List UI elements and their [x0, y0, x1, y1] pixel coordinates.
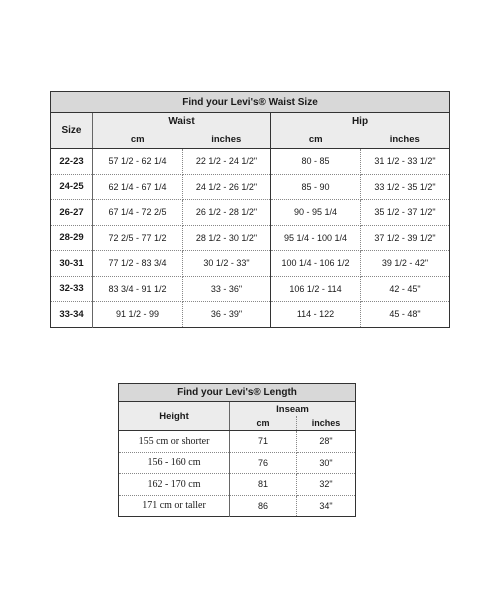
inseam-cm-cell: 86 [230, 495, 297, 517]
waist-inches-cell: 28 1/2 - 30 1/2" [183, 225, 271, 251]
waist-table-title: Find your Levi's® Waist Size [51, 92, 450, 113]
hip-inches-header: inches [361, 130, 450, 149]
hip-cm-cell: 106 1/2 - 114 [271, 276, 361, 302]
inseam-cm-header: cm [230, 416, 297, 431]
length-table-title: Find your Levi's® Length [119, 384, 356, 402]
inseam-inches-header: inches [297, 416, 356, 431]
waist-inches-cell: 30 1/2 - 33" [183, 251, 271, 277]
waist-table-row [51, 251, 450, 277]
inseam-cm-cell: 76 [230, 452, 297, 474]
hip-inches-cell: 33 1/2 - 35 1/2" [361, 174, 450, 200]
waist-table-row [51, 225, 450, 251]
inseam-inches-cell: 28" [297, 431, 356, 453]
waist-inches-cell: 24 1/2 - 26 1/2" [183, 174, 271, 200]
waist-cm-cell: 67 1/4 - 72 2/5 [93, 200, 183, 226]
length-table-body [119, 431, 356, 517]
waist-cm-cell: 62 1/4 - 67 1/4 [93, 174, 183, 200]
hip-cm-cell: 85 - 90 [271, 174, 361, 200]
inseam-inches-cell: 32" [297, 474, 356, 496]
length-table [118, 383, 356, 517]
hip-header: Hip [271, 113, 450, 131]
height-cell: 162 - 170 cm [119, 474, 230, 496]
height-cell: 155 cm or shorter [119, 431, 230, 453]
waist-inches-cell: 22 1/2 - 24 1/2" [183, 149, 271, 175]
hip-cm-cell: 90 - 95 1/4 [271, 200, 361, 226]
waist-cm-cell: 77 1/2 - 83 3/4 [93, 251, 183, 277]
hip-inches-cell: 35 1/2 - 37 1/2" [361, 200, 450, 226]
hip-cm-cell: 95 1/4 - 100 1/4 [271, 225, 361, 251]
inseam-header: Inseam [230, 402, 356, 417]
waist-inches-header: inches [183, 130, 271, 149]
inseam-cm-cell: 81 [230, 474, 297, 496]
waist-inches-cell: 33 - 36" [183, 276, 271, 302]
size-cell: 28-29 [51, 225, 93, 251]
hip-cm-header: cm [271, 130, 361, 149]
waist-cm-cell: 91 1/2 - 99 [93, 302, 183, 328]
waist-table-row [51, 302, 450, 328]
length-table-row [119, 495, 356, 517]
hip-inches-cell: 45 - 48" [389, 309, 421, 320]
waist-cm-header: cm [93, 130, 183, 149]
length-table-row [119, 452, 356, 474]
length-table-row [119, 474, 356, 496]
waist-inches-cell: 26 1/2 - 28 1/2" [183, 200, 271, 226]
inseam-inches-cell: 34" [319, 500, 333, 511]
hip-cm-cell: 114 - 122 [271, 302, 361, 328]
hip-inches-cell: 42 - 45" [361, 276, 450, 302]
waist-cm-cell: 83 3/4 - 91 1/2 [93, 276, 183, 302]
hip-inches-cell: 39 1/2 - 42" [361, 251, 450, 277]
waist-cm-cell: 57 1/2 - 62 1/4 [93, 149, 183, 175]
size-cell: 32-33 [51, 276, 93, 302]
size-cell: 22-23 [51, 149, 93, 175]
waist-table-row [51, 149, 450, 175]
length-table-row [119, 431, 356, 453]
hip-inches-cell: 31 1/2 - 33 1/2" [361, 149, 450, 175]
size-cell: 30-31 [51, 251, 93, 277]
waist-header: Waist [93, 113, 271, 131]
waist-table-row [51, 276, 450, 302]
inseam-cm-cell: 71 [230, 431, 297, 453]
size-cell: 33-34 [51, 302, 93, 328]
waist-table-row [51, 174, 450, 200]
hip-inches-cell: 37 1/2 - 39 1/2" [361, 225, 450, 251]
waist-table-body [51, 149, 450, 328]
size-cell: 26-27 [51, 200, 93, 226]
size-cell: 24-25 [51, 174, 93, 200]
hip-cm-cell: 80 - 85 [271, 149, 361, 175]
waist-cm-cell: 72 2/5 - 77 1/2 [93, 225, 183, 251]
waist-inches-cell: 36 - 39" [183, 302, 271, 328]
height-header: Height [119, 402, 230, 431]
waist-size-table [50, 91, 450, 328]
size-header: Size [51, 113, 93, 149]
waist-table-row [51, 200, 450, 226]
height-cell: 171 cm or taller [119, 495, 230, 517]
inseam-inches-cell: 30" [297, 452, 356, 474]
hip-cm-cell: 100 1/4 - 106 1/2 [271, 251, 361, 277]
height-cell: 156 - 160 cm [119, 452, 230, 474]
